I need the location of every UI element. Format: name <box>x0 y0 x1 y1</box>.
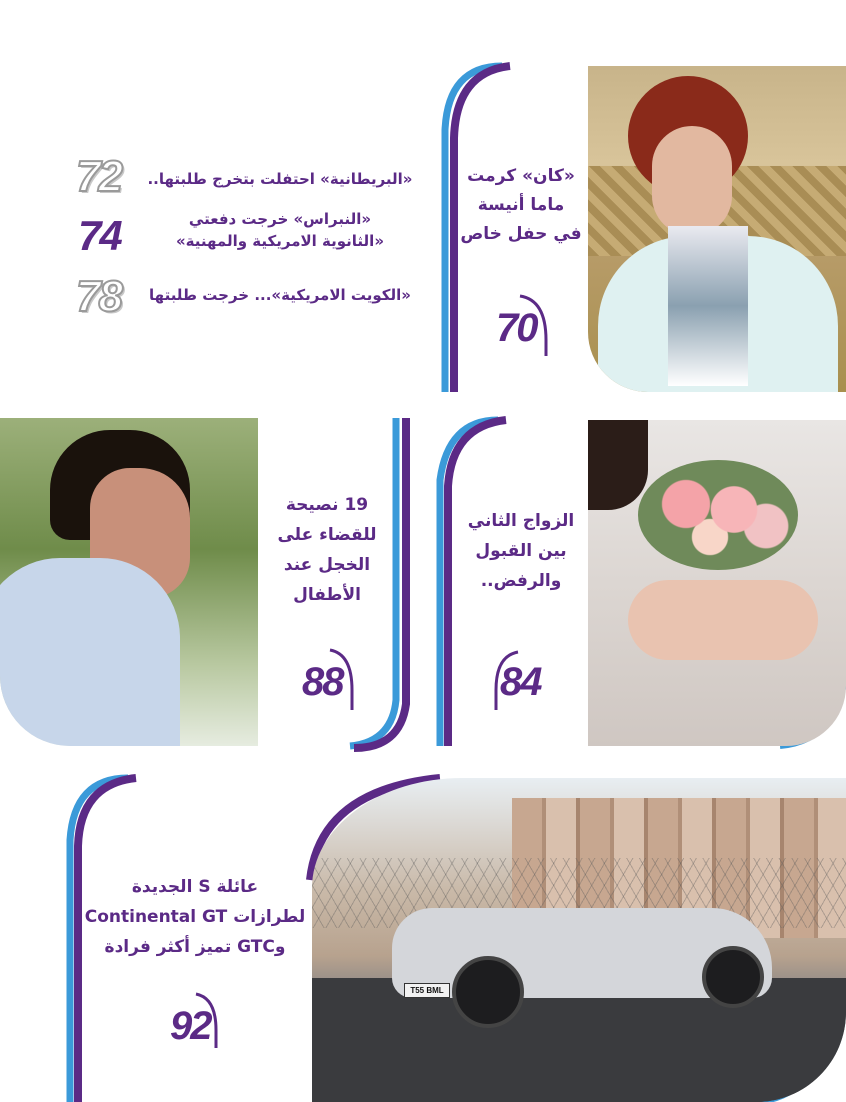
toc-entry-line: «الكويت الامريكية»... خرجت طلبتها <box>149 286 411 304</box>
toc-entry-line: «النبراس» خرجت دفعتي <box>188 210 372 228</box>
headline-line: للقضاء على <box>277 525 377 545</box>
headline-line: الخجل عند <box>283 555 371 575</box>
toc-page-number: 74 <box>78 212 121 259</box>
toc-page-number: 72 <box>76 152 121 201</box>
headline-line: لطرازات Continental GT <box>84 907 306 927</box>
headline-line: في حفل خاص <box>460 224 582 244</box>
headline-line: الزواج الثاني <box>467 511 575 531</box>
page-number: 92 <box>170 1004 211 1048</box>
page-number: 88 <box>302 660 343 704</box>
toc-entry-line: «البريطانية» احتفلت بتخرج طلبتها.. <box>147 170 413 188</box>
headline-line: عائلة S الجديدة <box>131 877 259 897</box>
headline-line: الأطفال <box>293 585 361 605</box>
toc-page-number: 78 <box>76 272 121 321</box>
license-plate-text: T55 BML <box>410 986 444 995</box>
headline-line: والرفض.. <box>480 571 562 591</box>
headline-line: 19 نصيحة <box>285 495 369 515</box>
page-number: 84 <box>500 660 541 704</box>
headline-line: «كان» كرمت <box>467 166 575 186</box>
headline-line: بين القبول <box>475 541 567 561</box>
page-number: 70 <box>496 306 537 350</box>
headline-line: وGTC تميز أكثر فرادة <box>104 937 286 957</box>
headline-line: ماما أنيسة <box>477 195 565 215</box>
toc-entry-line: «الثانوية الامريكية والمهنية» <box>175 232 385 250</box>
